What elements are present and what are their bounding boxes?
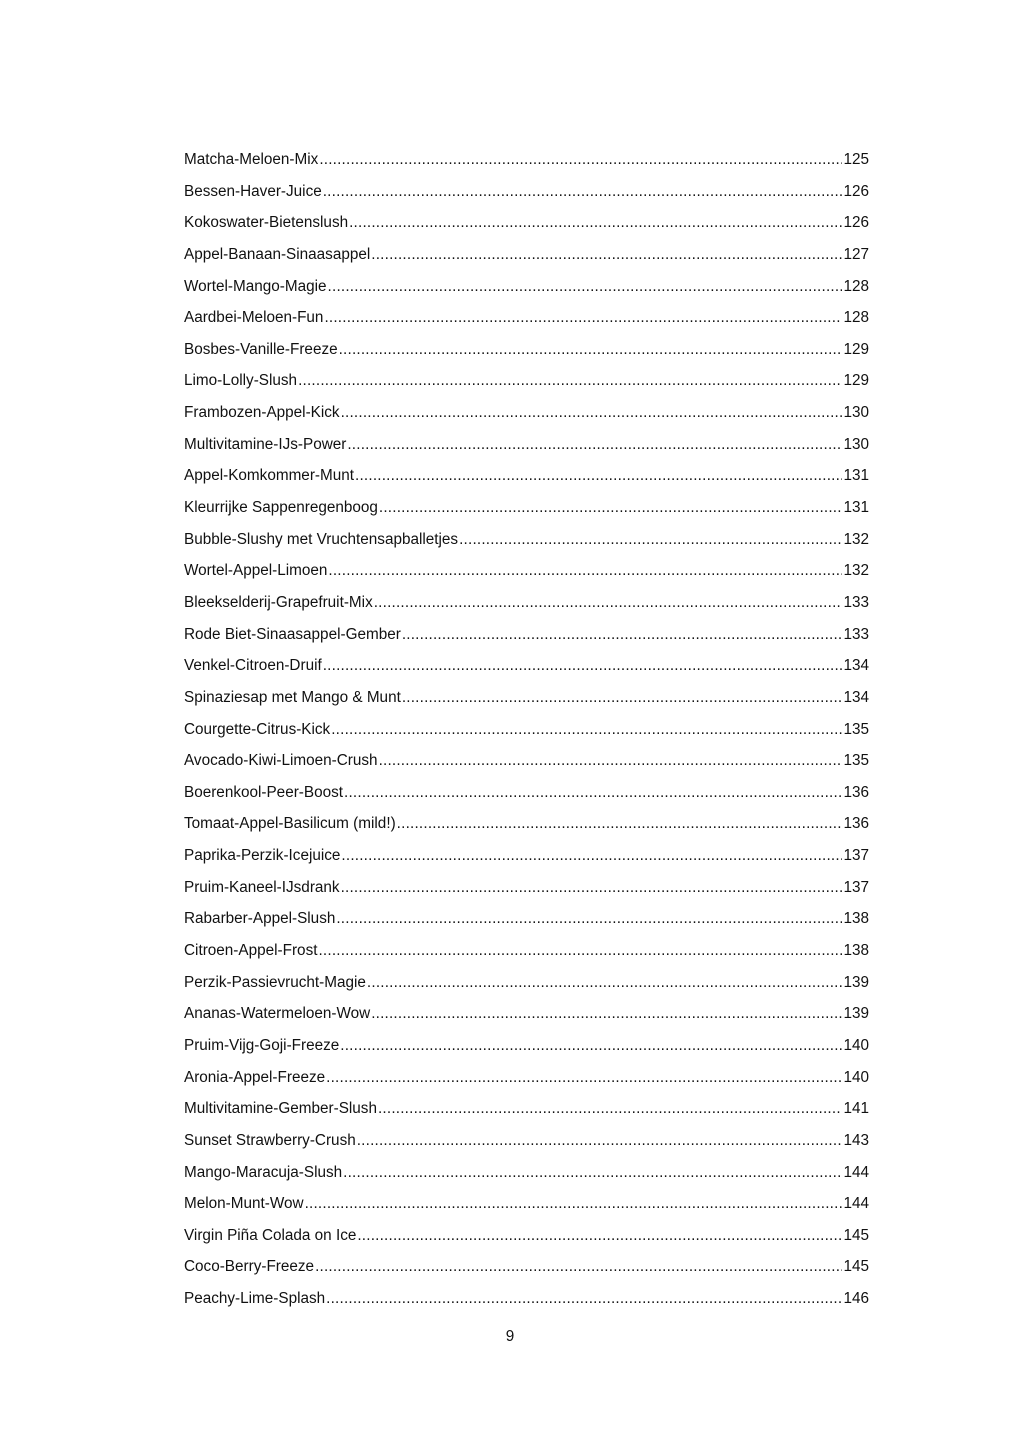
toc-dot-leader [347, 431, 842, 459]
toc-dot-leader [344, 779, 842, 807]
toc-entry-page: 144 [843, 1163, 869, 1181]
toc-dot-leader [367, 969, 843, 997]
toc-entry[interactable] [184, 494, 869, 526]
toc-entry-page: 140 [843, 1068, 869, 1086]
page-number: 9 [505, 1328, 515, 1345]
toc-entry[interactable] [184, 178, 869, 210]
toc-entry[interactable] [184, 1032, 869, 1064]
toc-entry-page: 138 [843, 910, 869, 928]
toc-entry[interactable] [184, 557, 869, 589]
toc-entry-page: 133 [843, 593, 869, 611]
toc-entry[interactable] [184, 431, 869, 463]
toc-dot-leader [341, 399, 843, 427]
toc-entry-title: Wortel-Mango-Magie [184, 277, 327, 295]
toc-dot-leader [315, 1253, 842, 1281]
toc-entry-page: 127 [843, 245, 869, 263]
toc-entry-title: Frambozen-Appel-Kick [184, 404, 340, 422]
toc-entry-page: 126 [843, 182, 869, 200]
toc-dot-leader [318, 937, 842, 965]
toc-entry-title: Bessen-Haver-Juice [184, 182, 322, 200]
toc-entry[interactable] [184, 1190, 869, 1222]
toc-entry[interactable] [184, 1000, 869, 1032]
toc-entry-title: Kleurrijke Sappenregenboog [184, 499, 378, 517]
toc-entry-page: 138 [843, 942, 869, 960]
toc-dot-leader [319, 146, 842, 174]
toc-entry-title: Bleekselderij-Grapefruit-Mix [184, 593, 373, 611]
toc-dot-leader [336, 905, 842, 933]
toc-dot-leader [371, 241, 842, 269]
toc-entry-page: 132 [843, 530, 869, 548]
toc-entry[interactable] [184, 652, 869, 684]
toc-entry[interactable] [184, 589, 869, 621]
toc-dot-leader [328, 557, 842, 585]
toc-entry[interactable] [184, 747, 869, 779]
toc-dot-leader [379, 747, 843, 775]
toc-entry-page: 139 [843, 1005, 869, 1023]
toc-dot-leader [374, 589, 843, 617]
toc-entry-page: 135 [843, 720, 869, 738]
toc-dot-leader [305, 1190, 843, 1218]
toc-entry[interactable] [184, 1127, 869, 1159]
toc-dot-leader [323, 178, 843, 206]
toc-entry[interactable] [184, 874, 869, 906]
toc-entry[interactable] [184, 905, 869, 937]
toc-entry-title: Limo-Lolly-Slush [184, 372, 298, 390]
toc-entry[interactable] [184, 779, 869, 811]
toc-entry-page: 145 [843, 1226, 869, 1244]
toc-entry[interactable] [184, 526, 869, 558]
toc-entry[interactable] [184, 273, 869, 305]
toc-dot-leader [402, 684, 843, 712]
toc-entry-page: 134 [843, 657, 869, 675]
toc-entry-page: 146 [843, 1290, 869, 1308]
toc-entry[interactable] [184, 146, 869, 178]
toc-entry-title: Pruim-Vijg-Goji-Freeze [184, 1036, 340, 1054]
toc-entry-title: Kokoswater-Bietenslush [184, 214, 349, 232]
toc-entry-page: 134 [843, 688, 869, 706]
toc-entry[interactable] [184, 367, 869, 399]
toc-entry-title: Bubble-Slushy met Vruchtensapballetjes [184, 530, 459, 548]
toc-entry-page: 131 [843, 467, 869, 485]
toc-entry-title: Courgette-Citrus-Kick [184, 720, 331, 738]
toc-entry-title: Aardbei-Meloen-Fun [184, 309, 324, 327]
toc-entry[interactable] [184, 462, 869, 494]
toc-entry-page: 128 [843, 309, 869, 327]
toc-entry-title: Coco-Berry-Freeze [184, 1258, 315, 1276]
toc-entry-page: 133 [843, 625, 869, 643]
toc-entry[interactable] [184, 209, 869, 241]
toc-entry-title: Aronia-Appel-Freeze [184, 1068, 326, 1086]
toc-entry[interactable] [184, 304, 869, 336]
toc-dot-leader [355, 462, 842, 490]
toc-entry-page: 139 [843, 973, 869, 991]
toc-dot-leader [397, 810, 843, 838]
toc-entry-title: Wortel-Appel-Limoen [184, 562, 328, 580]
toc-dot-leader [357, 1127, 843, 1155]
toc-entry-title: Peachy-Lime-Splash [184, 1290, 326, 1308]
toc-entry-title: Rabarber-Appel-Slush [184, 910, 336, 928]
toc-entry[interactable] [184, 969, 869, 1001]
toc-entry[interactable] [184, 1222, 869, 1254]
toc-entry-title: Mango-Maracuja-Slush [184, 1163, 343, 1181]
toc-entry[interactable] [184, 1253, 869, 1285]
toc-entry-page: 125 [843, 151, 869, 168]
table-of-contents [184, 146, 869, 1317]
toc-entry-page: 132 [843, 562, 869, 580]
toc-entry-title: Virgin Piña Colada on Ice [184, 1226, 357, 1244]
toc-entry-page: 129 [843, 340, 869, 358]
toc-entry-title: Boerenkool-Peer-Boost [184, 783, 344, 801]
toc-entry[interactable] [184, 684, 869, 716]
toc-entry-title: Pruim-Kaneel-IJsdrank [184, 878, 340, 896]
toc-entry-page: 130 [843, 435, 869, 453]
toc-entry[interactable] [184, 336, 869, 368]
toc-entry[interactable] [184, 399, 869, 431]
toc-entry-page: 129 [843, 372, 869, 390]
toc-dot-leader [326, 1285, 842, 1313]
toc-entry[interactable] [184, 1285, 869, 1317]
toc-entry-title: Perzik-Passievrucht-Magie [184, 973, 366, 991]
toc-entry-title: Paprika-Perzik-Icejuice [184, 847, 341, 865]
toc-entry-title: Matcha-Meloen-Mix [184, 151, 319, 168]
toc-entry[interactable] [184, 842, 869, 874]
toc-dot-leader [324, 304, 842, 332]
toc-entry-page: 144 [843, 1195, 869, 1213]
toc-entry-title: Avocado-Kiwi-Limoen-Crush [184, 752, 378, 770]
toc-entry-page: 128 [843, 277, 869, 295]
toc-dot-leader [379, 494, 843, 522]
toc-entry-title: Venkel-Citroen-Druif [184, 657, 322, 675]
toc-entry-page: 137 [843, 847, 869, 865]
toc-entry-title: Rode Biet-Sinaasappel-Gember [184, 625, 401, 643]
toc-entry-title: Multivitamine-Gember-Slush [184, 1100, 377, 1118]
toc-entry-title: Appel-Banaan-Sinaasappel [184, 245, 371, 263]
toc-entry-page: 137 [843, 878, 869, 896]
toc-dot-leader [340, 1032, 842, 1060]
toc-dot-leader [357, 1222, 842, 1250]
toc-entry-title: Citroen-Appel-Frost [184, 942, 318, 960]
toc-entry-title: Bosbes-Vanille-Freeze [184, 340, 338, 358]
toc-entry[interactable] [184, 1064, 869, 1096]
toc-entry-page: 143 [843, 1131, 869, 1149]
toc-dot-leader [328, 273, 843, 301]
toc-entry-title: Sunset Strawberry-Crush [184, 1131, 356, 1149]
toc-dot-leader [349, 209, 842, 237]
toc-dot-leader [343, 1159, 842, 1187]
toc-entry-title: Multivitamine-IJs-Power [184, 435, 347, 453]
toc-entry-page: 126 [843, 214, 869, 232]
toc-dot-leader [326, 1064, 842, 1092]
toc-entry-title: Tomaat-Appel-Basilicum (mild!) [184, 815, 396, 833]
toc-entry-page: 136 [843, 815, 869, 833]
toc-entry-page: 130 [843, 404, 869, 422]
toc-dot-leader [378, 1095, 843, 1123]
toc-dot-leader [331, 716, 842, 744]
toc-entry[interactable] [184, 621, 869, 653]
toc-entry-page: 145 [843, 1258, 869, 1276]
toc-dot-leader [341, 842, 842, 870]
toc-entry[interactable] [184, 1159, 869, 1191]
toc-dot-leader [339, 336, 843, 364]
toc-entry-page: 141 [843, 1100, 869, 1118]
toc-dot-leader [341, 874, 843, 902]
toc-entry-page: 140 [843, 1036, 869, 1054]
toc-entry[interactable] [184, 716, 869, 748]
toc-entry-page: 131 [843, 499, 869, 517]
toc-dot-leader [402, 621, 843, 649]
toc-entry-title: Ananas-Watermeloen-Wow [184, 1005, 371, 1023]
toc-entry-title: Appel-Komkommer-Munt [184, 467, 355, 485]
toc-entry-page: 136 [843, 783, 869, 801]
toc-dot-leader [459, 526, 842, 554]
toc-dot-leader [323, 652, 843, 680]
toc-entry-page: 135 [843, 752, 869, 770]
toc-entry[interactable] [184, 1095, 869, 1127]
toc-entry[interactable] [184, 241, 869, 273]
toc-entry[interactable] [184, 810, 869, 842]
toc-dot-leader [298, 367, 842, 395]
toc-entry-title: Spinaziesap met Mango & Munt [184, 688, 401, 706]
toc-dot-leader [371, 1000, 842, 1028]
toc-entry-title: Melon-Munt-Wow [184, 1195, 304, 1213]
toc-entry[interactable] [184, 937, 869, 969]
